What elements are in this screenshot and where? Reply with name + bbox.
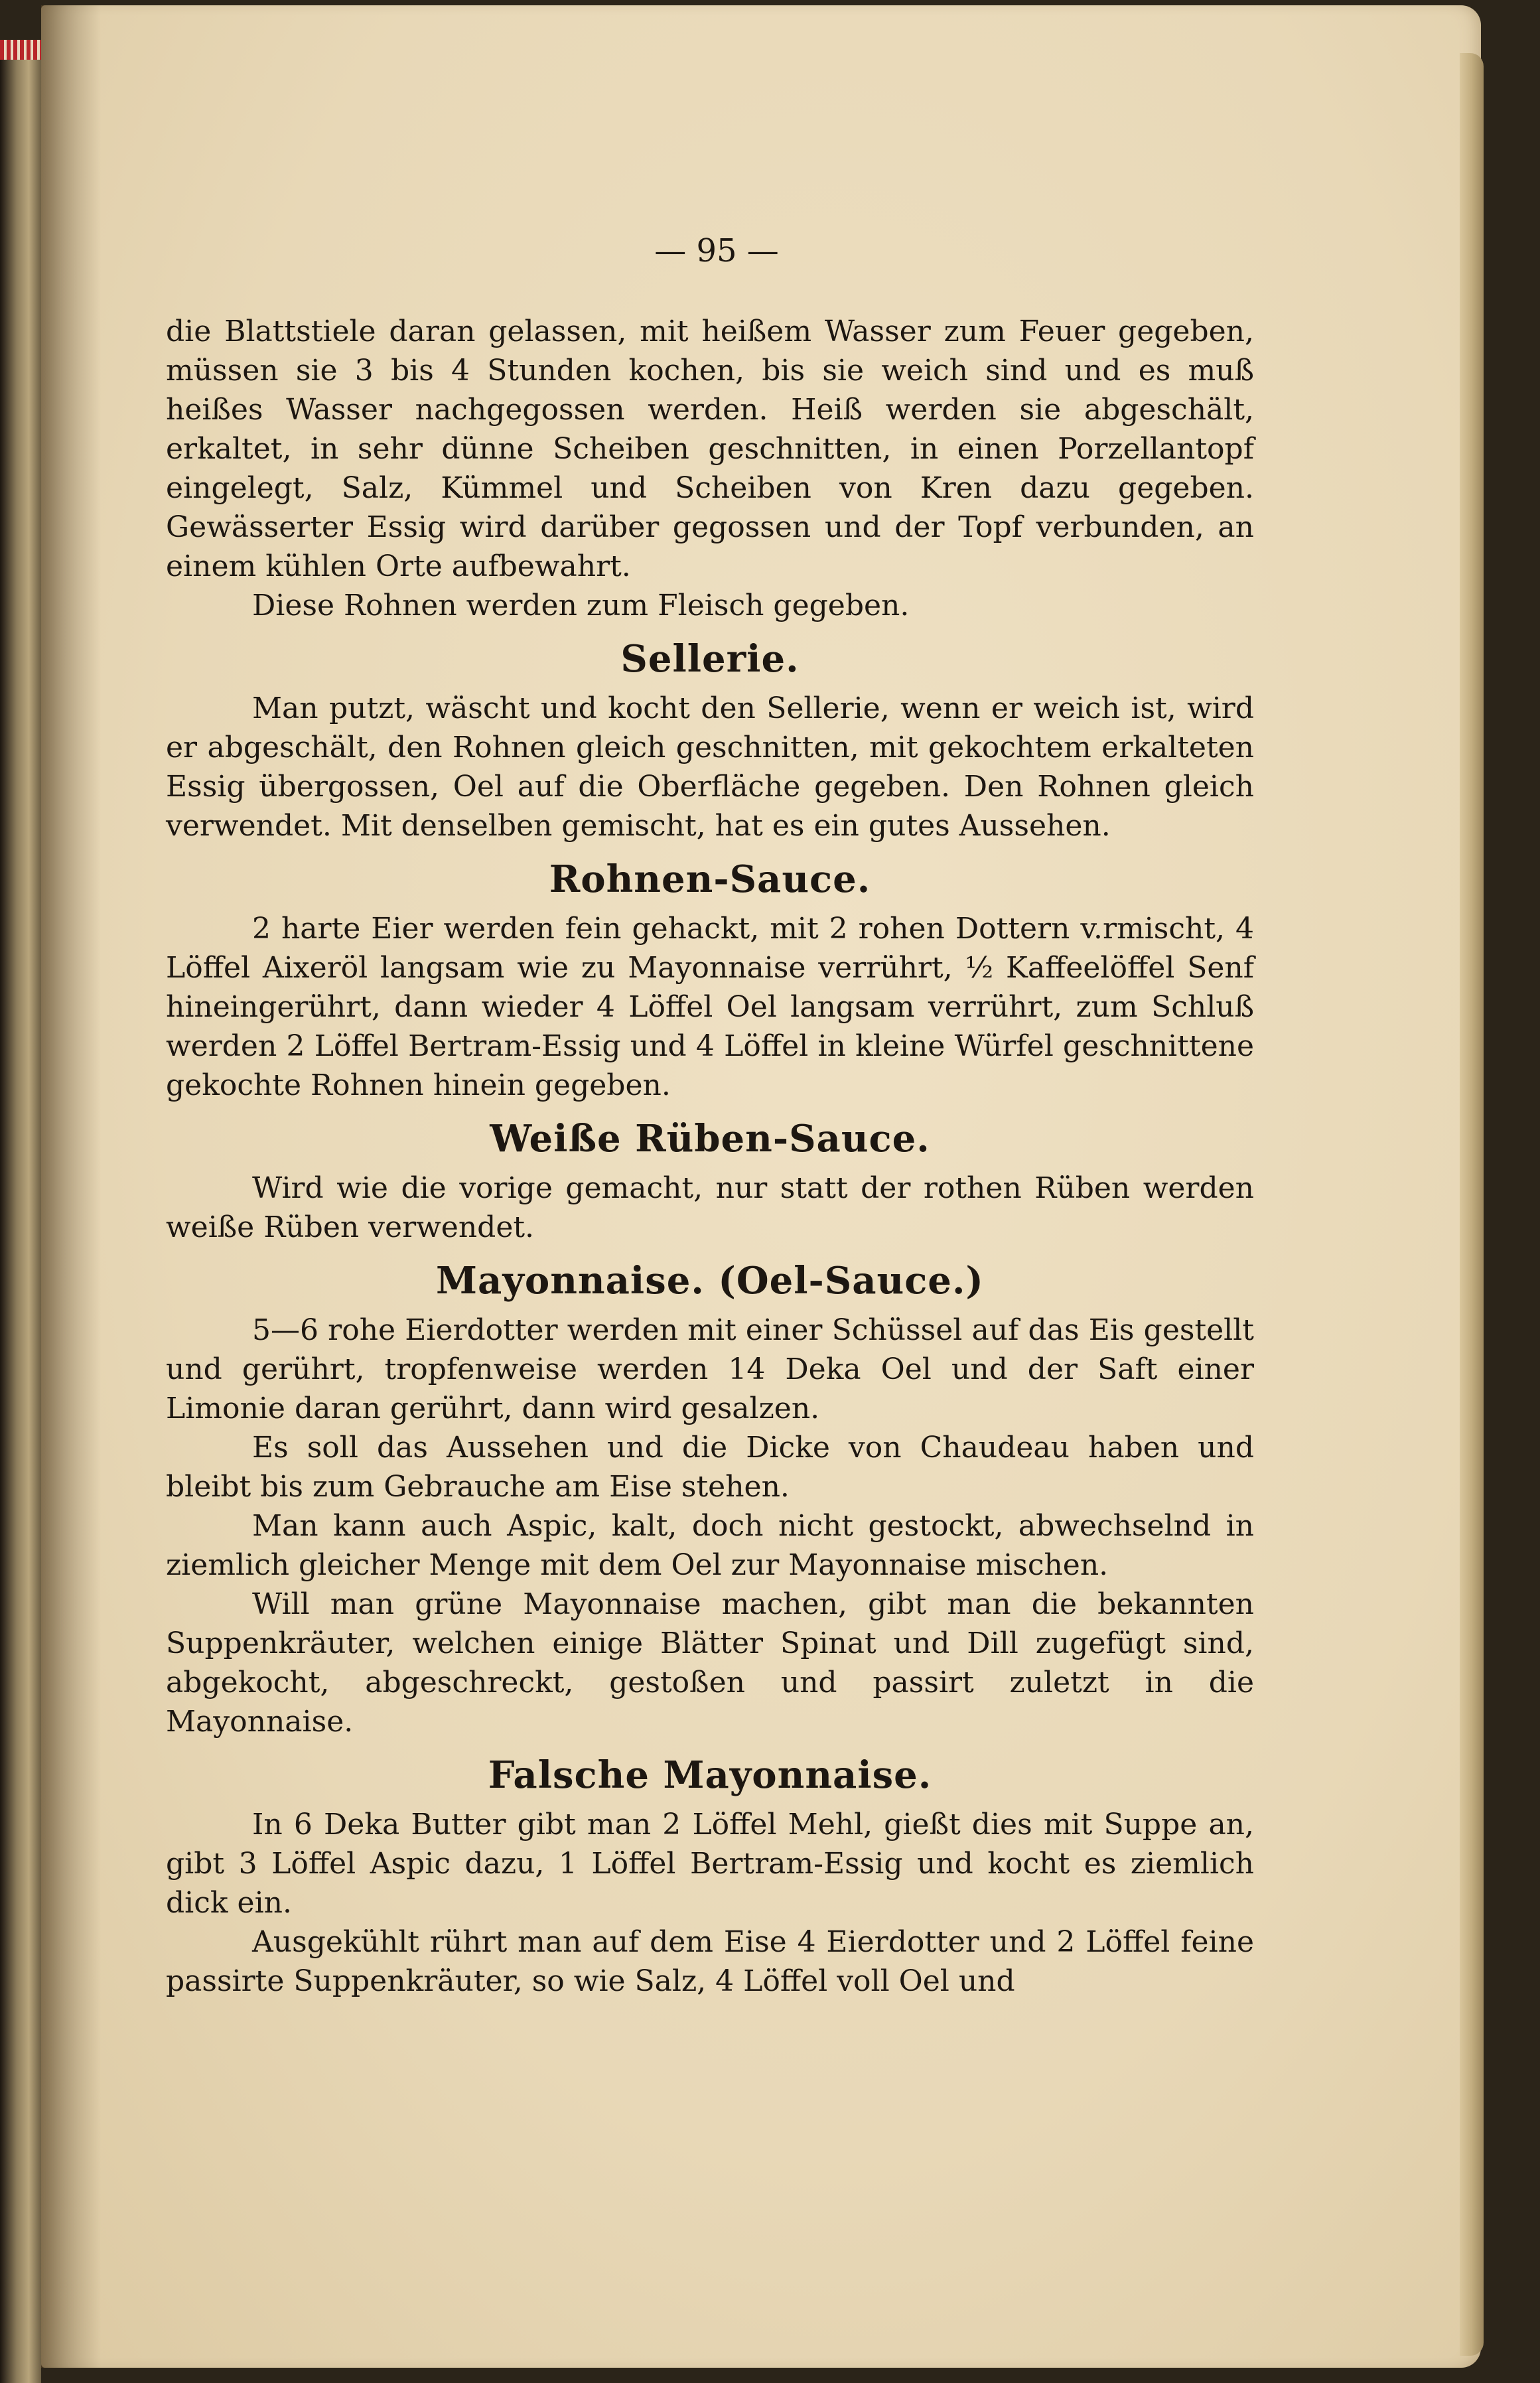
section-title-rohnen-sauce: Rohnen-Sauce. bbox=[549, 857, 871, 901]
section-title-sellerie: Sellerie. bbox=[620, 637, 800, 681]
rohnen-sauce-paragraph-1: 2 harte Eier werden fein gehackt, mit 2 rohen Dottern v.rmischt, 4 Löffel Aixeröl langsam wie zu Mayonnaise verrührt, ½ Kaffeelöffel Senf hineingerührt, dann wieder 4 Löffel Oel langsam verrührt, zum Schluß werden 2 Löffel Bertram-Essig und 4 Löffel in kleine Würfel geschnittene gekochte Rohnen hinein gegeben. bbox=[166, 912, 1254, 1102]
weisse-rueben-paragraph-1: Wird wie die vorige gemacht, nur statt der rothen Rüben werden weiße Rüben verwendet. bbox=[166, 1171, 1254, 1244]
facing-page-edge bbox=[0, 40, 41, 2383]
page-number: — 95 — bbox=[654, 232, 779, 269]
section-title-falsche-mayonnaise: Falsche Mayonnaise. bbox=[488, 1753, 932, 1797]
intro-paragraph-1: die Blattstiele daran gelassen, mit heißem Wasser zum Feuer gegeben, müssen sie 3 bis 4 Stunden kochen, bis sie weich sind und es muß heißes Wasser nachgegossen werden. Heiß werden sie abgeschält, erkaltet, in sehr dünne Scheiben geschnitten, in einen Porzellantopf eingelegt, Salz, Kümmel und Scheiben von Kren dazu gegeben. Gewässerter Essig wird darüber gegossen und der Topf verbunden, an einem kühlen Orte aufbewahrt. bbox=[166, 315, 1254, 583]
section-title-weisse-rueben-sauce: Weiße Rüben-Sauce. bbox=[490, 1117, 930, 1161]
sellerie-paragraph-1: Man putzt, wäscht und kocht den Sellerie, wenn er weich ist, wird er abgeschält, den Rohnen gleich geschnitten, mit gekochtem erkalteten Essig übergossen, Oel auf die Oberfläche gegeben. Den Rohnen gleich verwendet. Mit denselben gemischt, hat es ein gutes Aussehen. bbox=[166, 691, 1254, 843]
bookmark-ribbon bbox=[0, 40, 46, 60]
mayonnaise-paragraph-2: Es soll das Aussehen und die Dicke von Chaudeau haben und bleibt bis zum Gebrauche am Eise stehen. bbox=[166, 1431, 1254, 1504]
falsche-mayonnaise-paragraph-2: Ausgekühlt rührt man auf dem Eise 4 Eierdotter und 2 Löffel feine passirte Suppenkräuter, so wie Salz, 4 Löffel voll Oel und bbox=[166, 1925, 1254, 1998]
mayonnaise-paragraph-1: 5—6 rohe Eierdotter werden mit einer Schüssel auf das Eis gestellt und gerührt, tropfenweise werden 14 Deka Oel und der Saft einer Limonie daran gerührt, dann wird gesalzen. bbox=[166, 1313, 1254, 1425]
page-stack-edge bbox=[1460, 53, 1484, 2356]
intro-paragraph-2: Diese Rohnen werden zum Fleisch gegeben. bbox=[252, 589, 910, 622]
section-title-mayonnaise: Mayonnaise. (Oel-Sauce.) bbox=[436, 1259, 984, 1303]
mayonnaise-paragraph-3: Man kann auch Aspic, kalt, doch nicht gestockt, abwechselnd in ziemlich gleicher Menge mit dem Oel zur Mayonnaise mischen. bbox=[166, 1509, 1254, 1582]
page-gutter-shadow bbox=[41, 5, 101, 2368]
page-text bbox=[166, 312, 1254, 2001]
falsche-mayonnaise-paragraph-1: In 6 Deka Butter gibt man 2 Löffel Mehl, gießt dies mit Suppe an, gibt 3 Löffel Aspic dazu, 1 Löffel Bertram-Essig und kocht es ziemlich dick ein. bbox=[166, 1808, 1254, 1920]
mayonnaise-paragraph-4: Will man grüne Mayonnaise machen, gibt man die bekannten Suppenkräuter, welchen einige Blätter Spinat und Dill zugefügt sind, abgekocht, abgeschreckt, gestoßen und passirt zuletzt in die Mayonnaise. bbox=[166, 1587, 1254, 1739]
